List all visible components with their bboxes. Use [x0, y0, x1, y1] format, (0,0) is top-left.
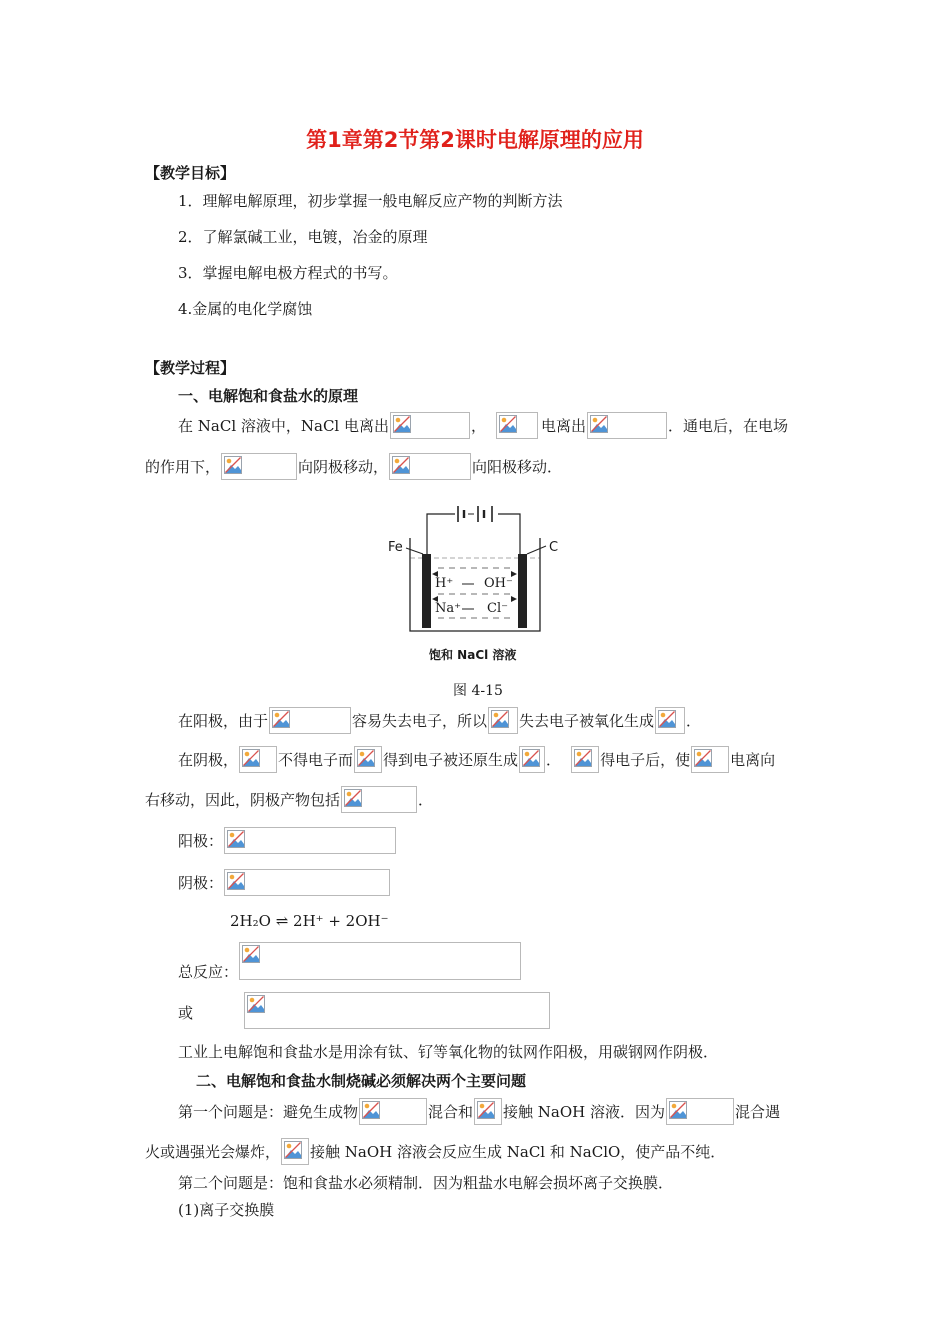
cathode-equation-row — [178, 869, 391, 896]
text-fragment: 的作用下， — [145, 457, 221, 476]
alt-reaction-blank[interactable] — [244, 992, 550, 1029]
broken-image-icon — [227, 872, 245, 890]
answer-blank[interactable] — [281, 1138, 309, 1165]
broken-image-icon — [242, 749, 260, 767]
text-fragment: 电离向 — [730, 750, 776, 769]
figure-caption: 图 4-15 — [453, 683, 503, 699]
text-fragment: ． — [686, 711, 702, 730]
anode-equation-blank[interactable] — [224, 827, 396, 854]
text-fragment: 混合和 — [428, 1102, 474, 1121]
objectives-heading: 【教学目标】 — [145, 164, 236, 182]
answer-blank[interactable] — [655, 707, 685, 734]
answer-blank[interactable] — [354, 746, 382, 773]
text-fragment: 火或遇强光会爆炸， — [145, 1142, 281, 1161]
text-fragment: 得电子后，使 — [600, 750, 691, 769]
answer-blank[interactable] — [474, 1098, 502, 1125]
objective-item: 3．掌握电解电极方程式的书写。 — [178, 264, 398, 282]
broken-image-icon — [357, 749, 375, 767]
ion-label: Na⁺ — [435, 601, 461, 616]
broken-image-icon — [590, 415, 608, 433]
answer-blank[interactable] — [359, 1098, 427, 1125]
answer-blank[interactable] — [389, 453, 471, 480]
text-fragment: 在阴极， — [178, 750, 239, 769]
answer-blank[interactable] — [691, 746, 729, 773]
text-fragment: 容易失去电子，所以 — [352, 711, 488, 730]
subheading-membrane: (1)离子交换膜 — [178, 1201, 275, 1219]
page-title: 第1章第2节第2课时电解原理的应用 — [306, 128, 644, 152]
industry-note: 工业上电解饱和食盐水是用涂有钛、钌等氧化物的钛网作阳极，用碳钢网作阴极． — [178, 1043, 719, 1061]
broken-image-icon — [522, 749, 540, 767]
c-label: C — [549, 540, 559, 555]
text-fragment: ． — [546, 750, 562, 769]
text-fragment: 第一个问题是：避免生成物 — [178, 1102, 359, 1121]
anode-label: 阳极： — [178, 831, 224, 850]
text-fragment: ． — [418, 790, 434, 809]
total-reaction-blank[interactable] — [239, 942, 521, 980]
answer-blank[interactable] — [341, 786, 417, 813]
answer-blank[interactable] — [221, 453, 297, 480]
paragraph-cathode-cont — [145, 786, 433, 813]
answer-blank[interactable] — [571, 746, 599, 773]
process-heading: 【教学过程】 — [145, 359, 236, 377]
text-fragment: 向阴极移动， — [298, 457, 389, 476]
paragraph-ionization — [178, 412, 788, 439]
objective-item: 2．了解氯碱工业，电镀，冶金的原理 — [178, 228, 428, 246]
text-fragment: 电离出 — [541, 416, 587, 435]
section2-heading: 二、电解饱和食盐水制烧碱必须解决两个主要问题 — [196, 1072, 527, 1090]
paragraph-anode — [178, 707, 701, 734]
fe-label: Fe — [388, 540, 403, 555]
broken-image-icon — [272, 710, 290, 728]
broken-image-icon — [344, 789, 362, 807]
objective-item: 1．理解电解原理，初步掌握一般电解反应产物的判断方法 — [178, 192, 563, 210]
text-fragment: 不得电子而 — [278, 750, 354, 769]
broken-image-icon — [227, 830, 245, 848]
cathode-equation-blank[interactable] — [224, 869, 390, 896]
broken-image-icon — [284, 1141, 302, 1159]
paragraph-problem1-cont — [145, 1138, 725, 1165]
solution-label: 饱和 NaCl 溶液 — [429, 648, 517, 662]
objective-item: 4.金属的电化学腐蚀 — [178, 300, 313, 318]
paragraph-ionization-cont — [145, 453, 562, 480]
text-fragment: 接触 NaOH 溶液．因为 — [503, 1102, 666, 1121]
ion-label: H⁺ — [435, 576, 454, 591]
text-fragment: 接触 NaOH 溶液会反应生成 NaCl 和 NaClO，使产品不纯． — [310, 1142, 726, 1161]
broken-image-icon — [574, 749, 592, 767]
broken-image-icon — [491, 710, 509, 728]
paragraph-problem1 — [178, 1098, 780, 1125]
broken-image-icon — [392, 456, 410, 474]
text-fragment: 失去电子被氧化生成 — [519, 711, 655, 730]
text-fragment: 右移动，因此，阴极产物包括 — [145, 790, 341, 809]
answer-blank[interactable] — [519, 746, 545, 773]
answer-blank[interactable] — [269, 707, 351, 734]
text-fragment: ， — [471, 416, 487, 435]
ion-label: Cl⁻ — [487, 601, 508, 616]
section1-heading: 一、电解饱和食盐水的原理 — [178, 387, 359, 405]
alt-reaction-row — [243, 992, 551, 1029]
cathode-label: 阴极： — [178, 873, 224, 892]
broken-image-icon — [393, 415, 411, 433]
electrolysis-figure — [380, 496, 570, 671]
anode-equation-row — [178, 827, 397, 854]
electrolysis-diagram — [380, 496, 570, 671]
broken-image-icon — [669, 1101, 687, 1119]
ion-label: OH⁻ — [484, 576, 513, 591]
text-fragment: 在阳极，由于 — [178, 711, 269, 730]
answer-blank[interactable] — [390, 412, 470, 439]
broken-image-icon — [242, 945, 260, 963]
text-fragment: ．通电后，在电场 — [668, 416, 789, 435]
answer-blank[interactable] — [488, 707, 518, 734]
text-fragment: 在 NaCl 溶液中，NaCl 电离出 — [178, 416, 389, 435]
broken-image-icon — [247, 995, 265, 1013]
paragraph-cathode — [178, 746, 775, 773]
broken-image-icon — [224, 456, 242, 474]
total-label: 总反应： — [178, 963, 239, 981]
answer-blank[interactable] — [239, 746, 277, 773]
paragraph-problem2: 第二个问题是：饱和食盐水必须精制．因为粗盐水电解会损坏离子交换膜． — [178, 1174, 674, 1192]
text-fragment: 混合遇 — [735, 1102, 781, 1121]
water-equation: 2H₂O ⇌ 2H⁺ + 2OH⁻ — [230, 912, 389, 930]
broken-image-icon — [694, 749, 712, 767]
total-reaction-row — [178, 940, 522, 982]
answer-blank[interactable] — [496, 412, 538, 439]
answer-blank[interactable] — [587, 412, 667, 439]
broken-image-icon — [499, 415, 517, 433]
broken-image-icon — [362, 1101, 380, 1119]
text-fragment: 得到电子被还原生成 — [383, 750, 519, 769]
broken-image-icon — [477, 1101, 495, 1119]
or-label: 或 — [178, 1004, 194, 1022]
broken-image-icon — [658, 710, 676, 728]
text-fragment: 向阳极移动． — [472, 457, 563, 476]
answer-blank[interactable] — [666, 1098, 734, 1125]
